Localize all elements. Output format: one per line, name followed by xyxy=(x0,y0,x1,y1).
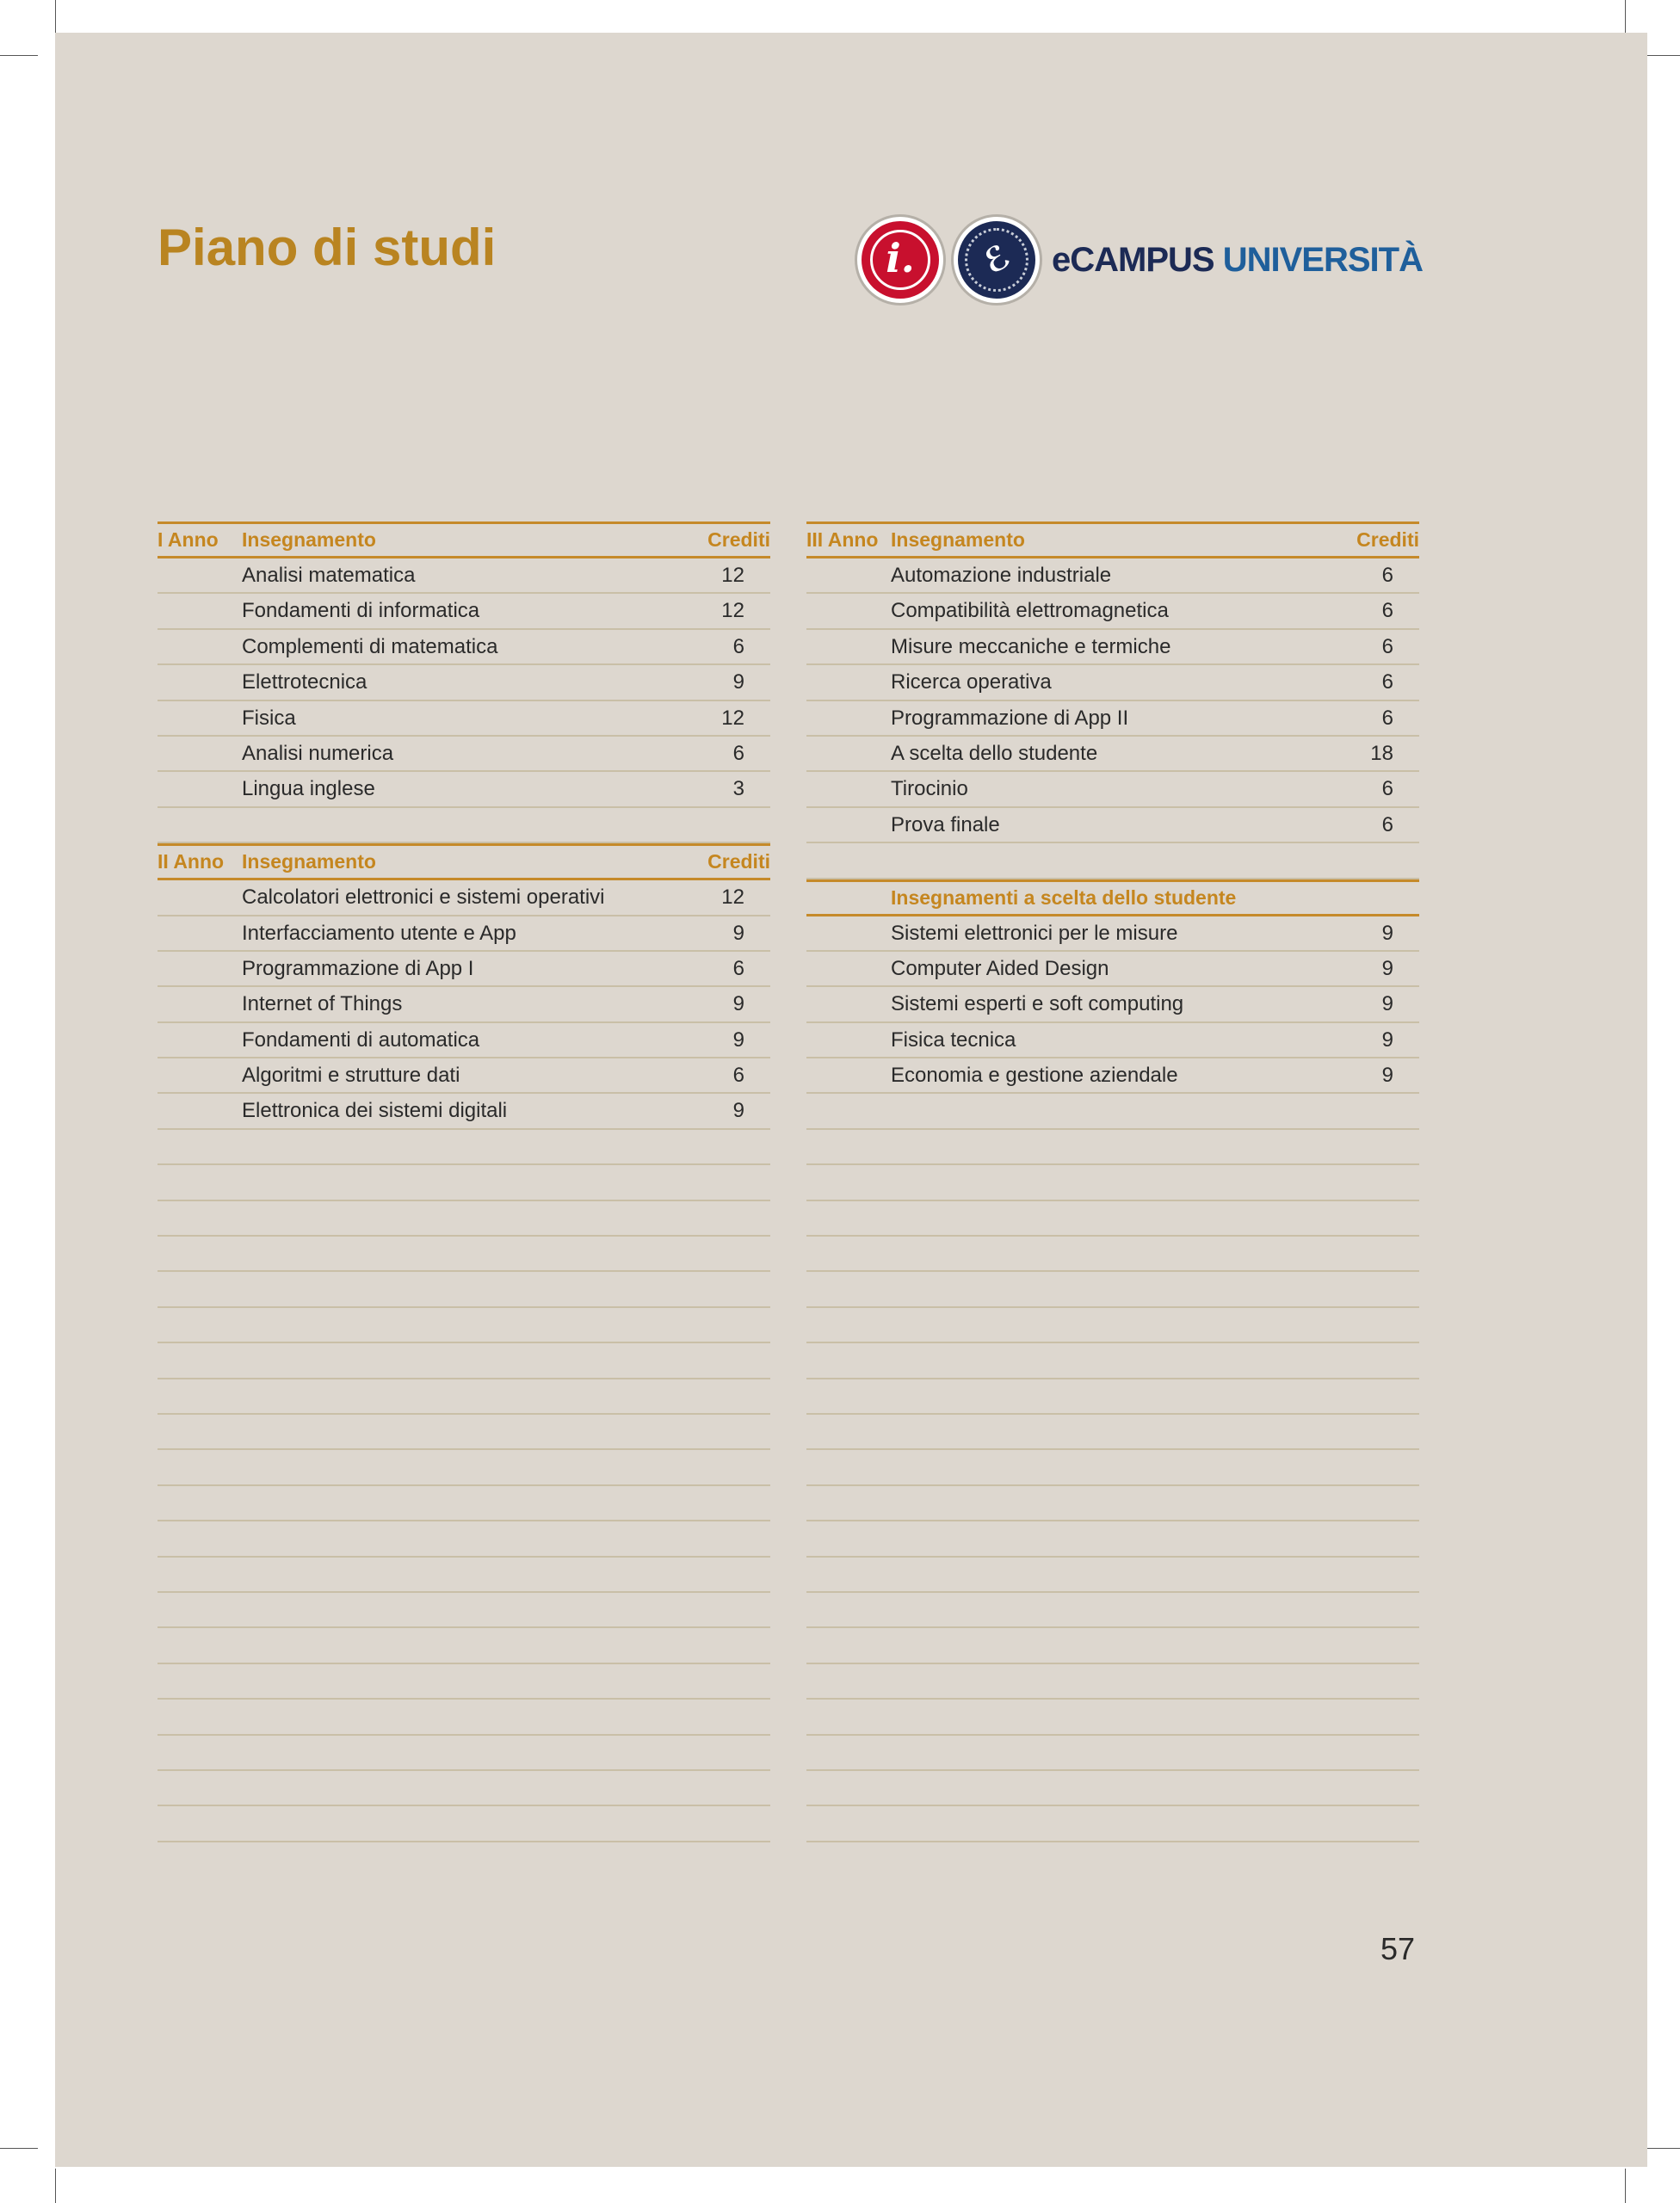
table-row xyxy=(158,594,770,629)
empty-ruled-row xyxy=(158,1628,770,1663)
course-credits: 9 xyxy=(1381,992,1393,1016)
course-credits: 6 xyxy=(1381,706,1393,730)
course-name: Analisi matematica xyxy=(242,564,416,587)
table-row xyxy=(158,1094,770,1129)
empty-ruled-row xyxy=(158,1343,770,1379)
course-credits: 6 xyxy=(732,956,744,980)
crop-mark xyxy=(1642,55,1680,56)
course-credits: 18 xyxy=(1370,741,1393,765)
crop-mark xyxy=(55,0,56,34)
empty-ruled-row xyxy=(806,1094,1419,1129)
elective-subtitle: Insegnamenti a scelta dello studente xyxy=(891,886,1237,909)
empty-ruled-row xyxy=(158,1130,770,1165)
crop-mark xyxy=(0,2148,38,2149)
empty-ruled-row xyxy=(806,1450,1419,1485)
brand-universita: UNIVERSITÀ xyxy=(1222,241,1423,279)
elective-header-row xyxy=(806,879,1419,916)
table-row xyxy=(158,916,770,952)
course-credits: 12 xyxy=(721,886,744,910)
empty-ruled-row xyxy=(158,1415,770,1450)
empty-ruled-row xyxy=(806,1521,1419,1557)
course-name: Internet of Things xyxy=(242,992,403,1016)
course-credits: 12 xyxy=(721,706,744,730)
course-credits: 9 xyxy=(732,1027,744,1052)
table-row xyxy=(806,737,1419,772)
empty-ruled-row xyxy=(806,1415,1419,1450)
course-name: A scelta dello studente xyxy=(891,741,1098,765)
table-row xyxy=(158,772,770,807)
course-name: Fondamenti di automatica xyxy=(242,1027,480,1052)
empty-ruled-row xyxy=(158,1700,770,1735)
crop-mark xyxy=(1625,2169,1626,2203)
empty-ruled-row xyxy=(806,1558,1419,1593)
empty-ruled-row xyxy=(806,1806,1419,1842)
course-name: Sistemi esperti e soft computing xyxy=(891,992,1184,1016)
course-name: Prova finale xyxy=(891,812,1000,836)
spacer-row xyxy=(806,843,1419,879)
crop-mark xyxy=(1642,2148,1680,2149)
empty-ruled-row xyxy=(806,1736,1419,1771)
empty-ruled-row xyxy=(158,1806,770,1842)
seal-glyph: ℰ xyxy=(976,237,1017,281)
course-credits: 6 xyxy=(1381,599,1393,623)
course-credits: 9 xyxy=(732,921,744,945)
course-name: Fondamenti di informatica xyxy=(242,599,480,623)
course-credits: 6 xyxy=(732,634,744,658)
table-header-row xyxy=(158,843,770,880)
year-label: I Anno xyxy=(158,528,219,551)
empty-ruled-row xyxy=(806,1272,1419,1307)
table-row xyxy=(158,665,770,700)
course-credits: 3 xyxy=(732,777,744,801)
empty-ruled-row xyxy=(806,1379,1419,1415)
table-row xyxy=(158,952,770,987)
credits-column-header: Crediti xyxy=(707,850,770,873)
empty-ruled-row xyxy=(806,1130,1419,1165)
empty-ruled-row xyxy=(158,1379,770,1415)
empty-ruled-row xyxy=(158,1664,770,1700)
crop-mark xyxy=(1625,0,1626,34)
course-credits: 9 xyxy=(1381,956,1393,980)
course-credits: 6 xyxy=(1381,812,1393,836)
table-row xyxy=(806,1023,1419,1058)
course-name: Automazione industriale xyxy=(891,564,1112,587)
course-credits: 6 xyxy=(1381,670,1393,694)
course-credits: 6 xyxy=(732,1064,744,1088)
empty-ruled-row xyxy=(158,1308,770,1343)
table-row xyxy=(806,665,1419,700)
credits-column-header: Crediti xyxy=(707,528,770,551)
right-column-table xyxy=(806,521,1419,1842)
empty-ruled-row xyxy=(806,1237,1419,1272)
course-name: Misure meccaniche e termiche xyxy=(891,634,1171,658)
empty-ruled-row xyxy=(158,1272,770,1307)
brand-ecampus: eCAMPUS xyxy=(1052,241,1214,279)
empty-ruled-row xyxy=(158,1736,770,1771)
empty-ruled-row xyxy=(806,1771,1419,1806)
course-credits: 6 xyxy=(732,741,744,765)
empty-ruled-row xyxy=(158,1165,770,1200)
table-row xyxy=(158,558,770,594)
course-credits: 6 xyxy=(1381,777,1393,801)
course-credits: 12 xyxy=(721,564,744,587)
course-name: Economia e gestione aziendale xyxy=(891,1064,1178,1088)
course-name: Algoritmi e strutture dati xyxy=(242,1064,460,1088)
empty-ruled-row xyxy=(806,1308,1419,1343)
table-row xyxy=(806,772,1419,807)
course-credits: 9 xyxy=(732,1099,744,1123)
table-row xyxy=(806,701,1419,737)
empty-ruled-row xyxy=(806,1201,1419,1237)
table-row xyxy=(806,558,1419,594)
course-credits: 9 xyxy=(1381,921,1393,945)
course-credits: 6 xyxy=(1381,634,1393,658)
empty-ruled-row xyxy=(158,1771,770,1806)
course-credits: 9 xyxy=(1381,1027,1393,1052)
university-seal-logo xyxy=(857,217,943,303)
empty-ruled-row xyxy=(806,1628,1419,1663)
ecampus-brand-logo xyxy=(1052,241,1423,280)
table-row xyxy=(158,630,770,665)
empty-ruled-row xyxy=(158,1450,770,1485)
course-name: Fisica xyxy=(242,706,296,730)
course-name: Compatibilità elettromagnetica xyxy=(891,599,1169,623)
table-row xyxy=(806,916,1419,952)
left-column-table xyxy=(158,521,770,1842)
course-name: Interfacciamento utente e App xyxy=(242,921,516,945)
course-credits: 9 xyxy=(1381,1064,1393,1088)
table-row xyxy=(806,987,1419,1022)
empty-ruled-row xyxy=(158,1486,770,1521)
table-row xyxy=(806,630,1419,665)
page-number: 57 xyxy=(1380,1931,1416,1966)
table-row xyxy=(806,952,1419,987)
table-row xyxy=(806,1058,1419,1094)
year-label: III Anno xyxy=(806,528,879,551)
course-name: Tirocinio xyxy=(891,777,968,801)
course-credits: 9 xyxy=(732,670,744,694)
course-name: Computer Aided Design xyxy=(891,956,1109,980)
table-row xyxy=(158,880,770,916)
table-row xyxy=(158,987,770,1022)
seal-glyph: i. xyxy=(886,235,915,281)
course-name: Programmazione di App I xyxy=(242,956,474,980)
course-name: Complementi di matematica xyxy=(242,634,498,658)
table-row xyxy=(158,1058,770,1094)
crop-mark xyxy=(55,2169,56,2203)
table-header-row xyxy=(806,521,1419,558)
course-name: Calcolatori elettronici e sistemi operativi xyxy=(242,886,605,910)
empty-ruled-row xyxy=(806,1664,1419,1700)
table-header-row xyxy=(158,521,770,558)
empty-ruled-row xyxy=(806,1165,1419,1200)
course-name: Ricerca operativa xyxy=(891,670,1052,694)
empty-ruled-row xyxy=(806,1486,1419,1521)
course-credits: 6 xyxy=(1381,564,1393,587)
empty-ruled-row xyxy=(158,1558,770,1593)
course-name: Elettronica dei sistemi digitali xyxy=(242,1099,508,1123)
empty-ruled-row xyxy=(158,1521,770,1557)
crop-mark xyxy=(0,55,38,56)
logo-group xyxy=(857,217,1422,306)
spacer-row xyxy=(158,808,770,843)
course-column-header: Insegnamento xyxy=(242,528,376,551)
empty-ruled-row xyxy=(806,1700,1419,1735)
empty-ruled-row xyxy=(158,1237,770,1272)
table-row xyxy=(158,701,770,737)
table-row xyxy=(158,1023,770,1058)
course-name: Programmazione di App II xyxy=(891,706,1129,730)
credits-column-header: Crediti xyxy=(1356,528,1419,551)
course-credits: 12 xyxy=(721,599,744,623)
page-title: Piano di studi xyxy=(158,219,497,276)
course-credits: 9 xyxy=(732,992,744,1016)
empty-ruled-row xyxy=(158,1593,770,1628)
empty-ruled-row xyxy=(158,1201,770,1237)
table-row xyxy=(806,594,1419,629)
course-name: Lingua inglese xyxy=(242,777,375,801)
course-column-header: Insegnamento xyxy=(891,528,1025,551)
table-row xyxy=(158,737,770,772)
course-name: Elettrotecnica xyxy=(242,670,368,694)
empty-ruled-row xyxy=(806,1593,1419,1628)
course-column-header: Insegnamento xyxy=(242,850,376,873)
course-name: Fisica tecnica xyxy=(891,1027,1016,1052)
empty-ruled-row xyxy=(806,1343,1419,1379)
year-label: II Anno xyxy=(158,850,225,873)
table-row xyxy=(806,808,1419,843)
course-name: Analisi numerica xyxy=(242,741,394,765)
ecampus-seal-logo xyxy=(954,217,1040,303)
course-name: Sistemi elettronici per le misure xyxy=(891,921,1178,945)
